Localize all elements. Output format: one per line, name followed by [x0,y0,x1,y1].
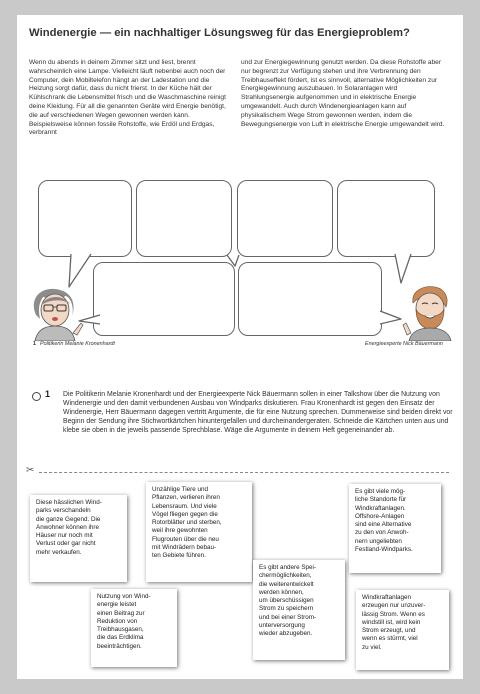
card-line: Treibhausgasen, [97,626,144,634]
card-line: unterversorgung [259,622,305,630]
card-line: zu viel. [362,643,382,651]
task-number: 1 [45,389,51,399]
card-line: weil ihre gewohnten [152,527,208,535]
card-line: Unzählige Tiere und [152,486,209,493]
argument-card[interactable] [146,482,252,582]
card-line: Strom erzeugt, und [362,627,416,635]
card-line: energie leistet [97,601,137,609]
card-line: Rotorblätter und sterben, [152,519,222,527]
card-line: nern ungeliebten [355,537,402,545]
card-line: Windkraftanlagen [362,594,412,601]
card-line: Nutzung von Wind- [97,593,151,600]
caption-number: 1 [33,341,36,347]
card-line: Festland-Windparks. [355,546,413,554]
card-line: Es gibt viele mög- [355,488,406,495]
argument-card[interactable] [91,589,177,667]
card-line: und bei einer Strom- [259,613,317,621]
argument-card[interactable] [356,590,449,670]
caption-left [33,341,115,347]
scissors-icon: ✂ [26,465,35,476]
card-line: Pflanzen, verlieren ihren [152,494,220,502]
card-line: wieder abzugeben. [259,630,313,638]
card-line: Vögel fliegen gegen die [152,510,218,518]
argument-card[interactable] [30,495,127,582]
card-line: die das Erdklima [97,634,144,642]
card-line: sind eine Alternative [355,521,412,529]
politician-illustration [27,285,87,341]
card-line: chermöglichkeiten, [259,572,312,580]
card-line: Häuser nur noch mit [36,532,93,540]
card-line: parks verschandeln [36,507,91,515]
card-line: liche Standorte für [355,496,407,504]
intro-text-right: und zur Energiegewinnung genutzt werden. Da diese Rohstoffe aber nur begrenzt zur Verfügung stehen und ihre Verbrennung den Treibhauseffekt fördert, ist es sinnvoll, alternative Möglichkeiten zur Energiegewinnung auszubauen. In Solaranlagen wird Strahlungsenergie aufgenommen und in elektrische Energie umgewandelt. Auch durch Windenergieanlagen kann auf physikalischem Wege Strom gewonnen werden, indem die Bewegungsenergie von Luft in elektrische Energie umgewandelt wird. [241,59,445,128]
intro-text-left: Wenn du abends in deinem Zimmer sitzt und liest, brennt wahrscheinlich eine Lampe. Vielleicht läuft nebenbei auch noch der Computer, dein Mobiltelefon hängt an der Ladestation und die Heizung sorgt dafür, dass du nicht frierst. In der Küche hält der Kühlschrank die Lebensmittel frisch und die Waschmaschine reinigt deine Kleidung. Für all die genannten Geräte wird Energie benötigt, die auf verschiedenen Wegen gewonnen werden kann. Beispielsweise können fossile Rohstoffe, wie Erdöl und Erdgas, verbrannt [29,59,226,137]
card-line: um überschüssigen [259,597,314,605]
card-line: Reduktion von [97,617,138,625]
worksheet-page [17,15,463,679]
card-line: die weiterentwickelt [259,580,314,588]
task-checkbox[interactable] [32,392,41,401]
energy-expert-illustration [401,283,459,341]
task-text: Die Politikerin Melanie Kronenhardt und der Energieexperte Nick Bäuermann sollen in einer Talkshow über die Nutzung von Windenergie und den damit verbundenen Ausbau von Windparks diskutieren. Frau Kronenhardt ist gegen den Einsatz der Windenergie, Herr Bäuermann dagegen vertritt Argumente, die für eine Nutzung sprechen. Dummerweise sind beiden direkt vor Beginn der Sendung ihre Stichwortkärtchen hinuntergefallen und durcheinandergeraten. Schneide die Kärtchen unten aus und klebe sie oben in die jeweils passende Sprechblase. Wäge die Argumente in deinem Heft gegeneinander ab. [63,391,453,435]
argument-card[interactable] [253,560,345,660]
card-line: die ganze Gegend. Die [36,515,101,523]
card-line: windstill ist, wird kein [362,618,421,626]
card-line: Windkraftanlagen. [355,504,406,512]
page-title: Windenergie — ein nachhaltiger Lösungsweg für das Energieproblem? [29,27,410,39]
card-line: mit Windrädern bebau- [152,544,217,552]
card-line: Diese hässlichen Wind- [36,499,102,506]
card-line: ten Gebiete führen. [152,552,206,560]
card-line: wenn es stürmt, viel [362,635,418,643]
caption-politician: Politikerin Melanie Kronenhardt [40,341,115,347]
card-line: lässig Strom. Wenn es [362,610,425,618]
card-line: Flugrouten über die neu [152,535,219,543]
card-line: Anwohner können ihre [36,523,100,531]
card-line: erzeugen nur unzuver- [362,602,426,610]
cut-line [39,472,449,473]
card-line: Strom zu speichern [259,605,314,613]
caption-right: Energieexperte Nick Bäuermann [365,341,443,347]
card-line: Es gibt andere Spei- [259,564,317,571]
card-line: Lebensraum. Und viele [152,502,217,510]
card-line: Verlust oder gar nicht [36,540,96,548]
card-line: beeinträchtigen. [97,642,142,650]
card-line: werden können, [259,588,304,596]
argument-card[interactable] [349,484,441,573]
card-line: Offshore-Anlagen [355,512,405,520]
card-line: zu den von Anwoh- [355,529,409,537]
card-line: mehr verkaufen. [36,548,82,556]
card-line: einen Beitrag zur [97,609,145,617]
